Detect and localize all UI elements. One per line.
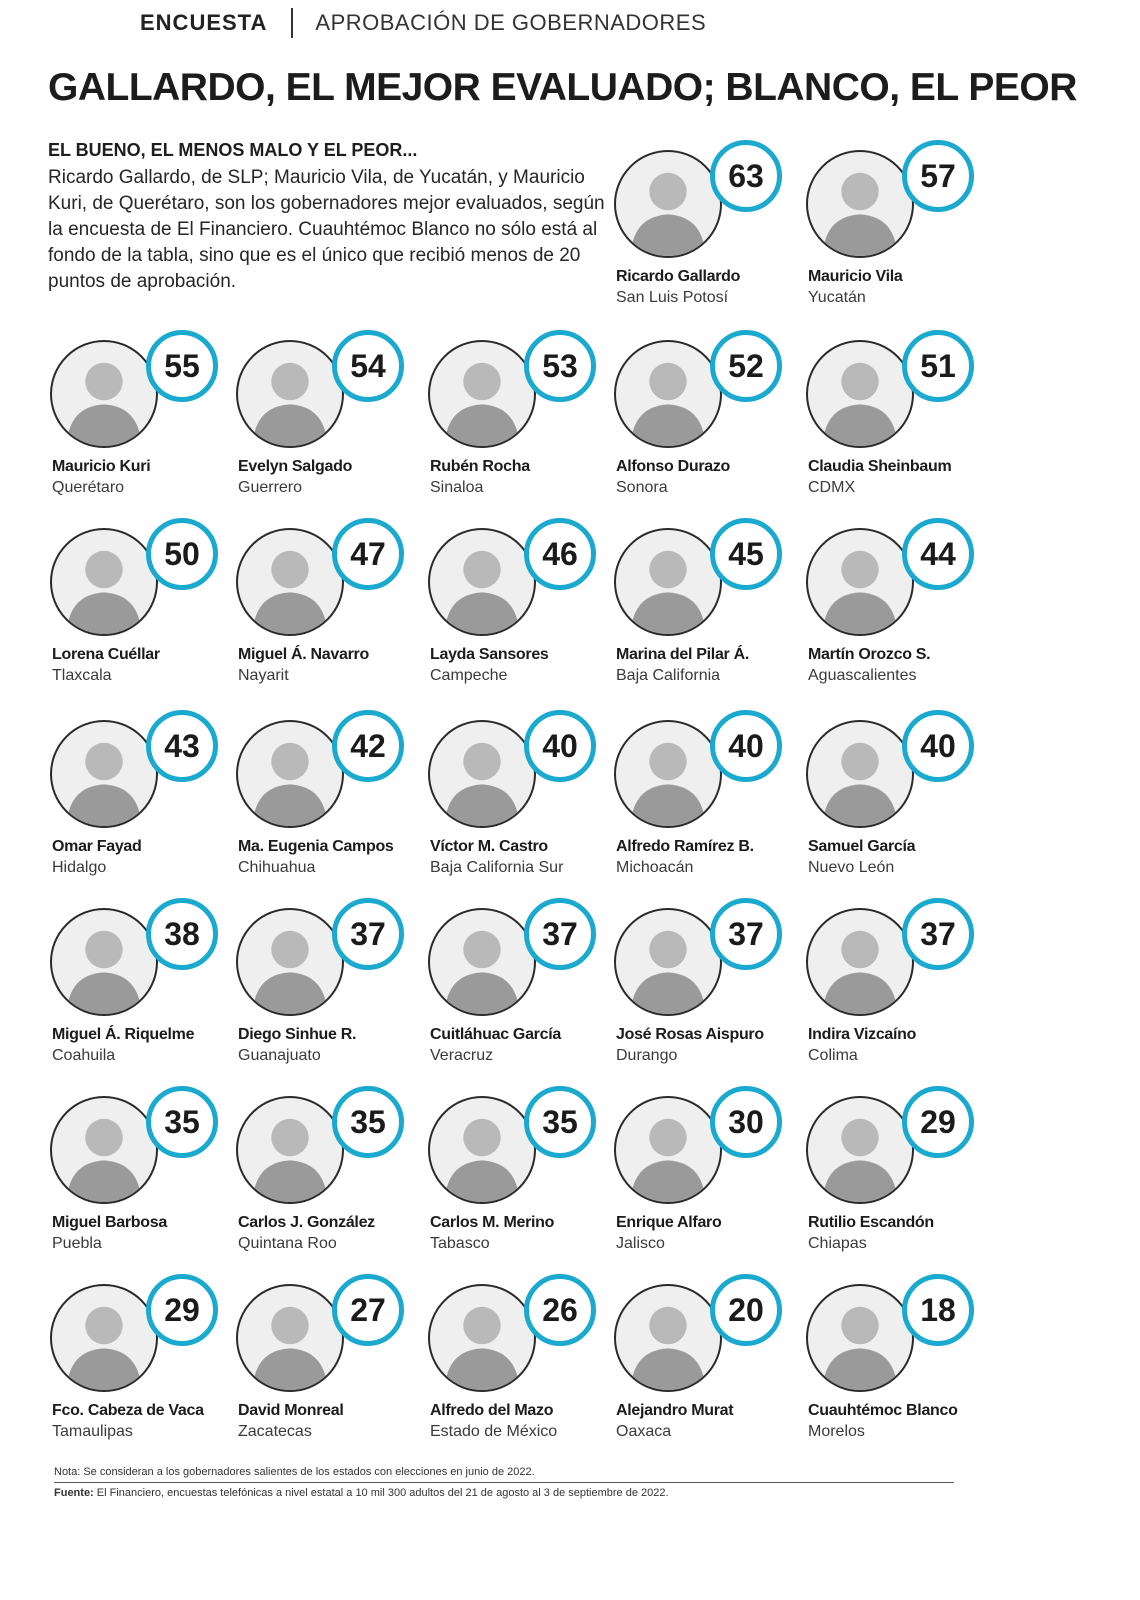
approval-score-badge: 40 [710, 710, 782, 782]
governor-name: Rutilio Escandón [808, 1214, 934, 1231]
governor-state: Chihuahua [238, 859, 316, 876]
portrait-avatar [236, 528, 344, 636]
governor-name: David Monreal [238, 1402, 344, 1419]
governor-state: Zacatecas [238, 1423, 312, 1440]
approval-score-badge: 43 [146, 710, 218, 782]
portrait-avatar [806, 150, 914, 258]
approval-score-badge: 52 [710, 330, 782, 402]
governor-name: Víctor M. Castro [430, 838, 548, 855]
approval-score-badge: 50 [146, 518, 218, 590]
governor-card [614, 1274, 794, 1454]
governor-card [236, 898, 416, 1078]
approval-score-badge: 51 [902, 330, 974, 402]
governor-card [614, 140, 794, 320]
source-line [54, 1487, 669, 1499]
governor-state: Puebla [52, 1235, 102, 1252]
approval-score-badge: 54 [332, 330, 404, 402]
governor-name: Rubén Rocha [430, 458, 530, 475]
governor-state: Tlaxcala [52, 667, 112, 684]
governor-card [50, 330, 230, 510]
governor-state: Veracruz [430, 1047, 494, 1064]
governor-state: Hidalgo [52, 859, 107, 876]
governor-name: Martín Orozco S. [808, 646, 931, 663]
governor-card [236, 330, 416, 510]
governor-state: Estado de México [430, 1423, 558, 1440]
portrait-avatar [614, 340, 722, 448]
approval-score-badge: 57 [902, 140, 974, 212]
governor-card [806, 710, 986, 890]
governor-state: Baja California [616, 667, 721, 684]
governor-state: Chiapas [808, 1235, 867, 1252]
approval-score-badge: 35 [146, 1086, 218, 1158]
approval-score-badge: 18 [902, 1274, 974, 1346]
approval-score-badge: 37 [710, 898, 782, 970]
intro-text: Ricardo Gallardo, de SLP; Mauricio Vila, de Yucatán, y Mauricio Kuri, de Querétaro, son los gobernadores mejor evaluados, según la encuesta de El Financiero. Cuauhtémoc Blanco no sólo está al fondo de la tabla, sino que es el único que recibió menos de 20 puntos de aprobación. [48, 167, 605, 292]
portrait-avatar [428, 1096, 536, 1204]
governor-name: Layda Sansores [430, 646, 549, 663]
governor-state: Campeche [430, 667, 508, 684]
governor-card [614, 898, 794, 1078]
portrait-avatar [614, 528, 722, 636]
governor-card [614, 1086, 794, 1266]
governor-name: Alejandro Murat [616, 1402, 734, 1419]
governor-card [50, 1274, 230, 1454]
portrait-avatar [236, 340, 344, 448]
governor-name: Alfredo Ramírez B. [616, 838, 754, 855]
governor-state: Colima [808, 1047, 858, 1064]
governor-name: Mauricio Kuri [52, 458, 151, 475]
governor-card [428, 1274, 608, 1454]
approval-score-badge: 45 [710, 518, 782, 590]
approval-score-badge: 37 [332, 898, 404, 970]
intro-lead: EL BUENO, EL MENOS MALO Y EL PEOR... [48, 140, 418, 160]
portrait-avatar [614, 720, 722, 828]
governor-name: Alfonso Durazo [616, 458, 731, 475]
portrait-avatar [428, 340, 536, 448]
portrait-avatar [236, 1284, 344, 1392]
portrait-avatar [806, 1096, 914, 1204]
portrait-avatar [428, 1284, 536, 1392]
governor-state: Baja California Sur [430, 859, 564, 876]
governor-state: Aguascalientes [808, 667, 917, 684]
governor-name: Miguel Á. Riquelme [52, 1026, 195, 1043]
approval-score-badge: 55 [146, 330, 218, 402]
portrait-avatar [50, 908, 158, 1016]
governor-name: Cuauhtémoc Blanco [808, 1402, 958, 1419]
section-label: ENCUESTA [140, 10, 268, 35]
portrait-avatar [50, 528, 158, 636]
governor-state: Sinaloa [430, 479, 484, 496]
governor-state: Nuevo León [808, 859, 895, 876]
approval-score-badge: 40 [902, 710, 974, 782]
governor-state: Yucatán [808, 289, 866, 306]
governor-name: José Rosas Aispuro [616, 1026, 764, 1043]
approval-score-badge: 46 [524, 518, 596, 590]
governor-card [614, 330, 794, 510]
governor-card [428, 518, 608, 698]
governor-name: Claudia Sheinbaum [808, 458, 952, 475]
portrait-avatar [236, 908, 344, 1016]
governor-card [614, 710, 794, 890]
approval-score-badge: 53 [524, 330, 596, 402]
governor-card [236, 710, 416, 890]
governor-state: Guerrero [238, 479, 303, 496]
governor-state: CDMX [808, 479, 856, 496]
governor-card [50, 518, 230, 698]
portrait-avatar [806, 908, 914, 1016]
portrait-avatar [428, 528, 536, 636]
approval-score-badge: 35 [524, 1086, 596, 1158]
governor-state: Sonora [616, 479, 668, 496]
portrait-avatar [614, 1096, 722, 1204]
portrait-avatar [806, 1284, 914, 1392]
governor-name: Evelyn Salgado [238, 458, 353, 475]
governor-state: Nayarit [238, 667, 289, 684]
source-label: Fuente: [54, 1487, 94, 1499]
governor-card [806, 1086, 986, 1266]
portrait-avatar [50, 720, 158, 828]
governor-name: Omar Fayad [52, 838, 142, 855]
governor-card [50, 898, 230, 1078]
approval-score-badge: 40 [524, 710, 596, 782]
governor-name: Miguel Barbosa [52, 1214, 167, 1231]
governor-name: Alfredo del Mazo [430, 1402, 554, 1419]
governor-state: Guanajuato [238, 1047, 321, 1064]
governor-state: Quintana Roo [238, 1235, 337, 1252]
governor-card [806, 898, 986, 1078]
governor-state: Coahuila [52, 1047, 116, 1064]
approval-score-badge: 37 [524, 898, 596, 970]
governor-name: Carlos J. González [238, 1214, 375, 1231]
governor-state: Querétaro [52, 479, 125, 496]
governor-state: San Luis Potosí [616, 289, 729, 306]
portrait-avatar [236, 1096, 344, 1204]
footer-divider [54, 1482, 954, 1483]
governor-name: Lorena Cuéllar [52, 646, 160, 663]
portrait-avatar [50, 1096, 158, 1204]
governor-card [236, 518, 416, 698]
governor-name: Diego Sinhue R. [238, 1026, 357, 1043]
governor-card [614, 518, 794, 698]
governor-name: Fco. Cabeza de Vaca [52, 1402, 204, 1419]
governor-card [428, 1086, 608, 1266]
governor-name: Cuitláhuac García [430, 1026, 561, 1043]
approval-score-badge: 20 [710, 1274, 782, 1346]
governor-state: Morelos [808, 1423, 865, 1440]
governor-name: Ricardo Gallardo [616, 268, 741, 285]
governor-state: Oaxaca [616, 1423, 672, 1440]
header-divider [291, 8, 293, 38]
portrait-avatar [428, 720, 536, 828]
governor-card [428, 898, 608, 1078]
governor-card [50, 710, 230, 890]
governor-state: Jalisco [616, 1235, 665, 1252]
approval-score-badge: 26 [524, 1274, 596, 1346]
approval-score-badge: 38 [146, 898, 218, 970]
governor-card [806, 140, 986, 320]
approval-score-badge: 47 [332, 518, 404, 590]
approval-score-badge: 42 [332, 710, 404, 782]
governor-name: Enrique Alfaro [616, 1214, 722, 1231]
portrait-avatar [806, 528, 914, 636]
portrait-avatar [428, 908, 536, 1016]
governor-card [428, 330, 608, 510]
governor-name: Indira Vizcaíno [808, 1026, 917, 1043]
headline: GALLARDO, EL MEJOR EVALUADO; BLANCO, EL PEOR [48, 66, 1077, 109]
governor-card [236, 1274, 416, 1454]
portrait-avatar [614, 908, 722, 1016]
approval-score-badge: 63 [710, 140, 782, 212]
portrait-avatar [806, 340, 914, 448]
portrait-avatar [236, 720, 344, 828]
approval-score-badge: 44 [902, 518, 974, 590]
governor-card [806, 518, 986, 698]
governor-name: Carlos M. Merino [430, 1214, 555, 1231]
approval-score-badge: 30 [710, 1086, 782, 1158]
topic-label: APROBACIÓN DE GOBERNADORES [315, 10, 707, 35]
governor-state: Tabasco [430, 1235, 490, 1252]
governor-card [50, 1086, 230, 1266]
governor-state: Durango [616, 1047, 678, 1064]
portrait-avatar [806, 720, 914, 828]
governor-card [806, 330, 986, 510]
intro-block [48, 140, 608, 295]
governor-name: Marina del Pilar Á. [616, 646, 750, 663]
approval-score-badge: 29 [902, 1086, 974, 1158]
governor-state: Tamaulipas [52, 1423, 133, 1440]
governor-card [428, 710, 608, 890]
approval-score-badge: 37 [902, 898, 974, 970]
portrait-avatar [50, 340, 158, 448]
article-header [140, 6, 706, 40]
source-text: El Financiero, encuestas telefónicas a nivel estatal a 10 mil 300 adultos del 21 de agosto al 3 de septiembre de 2022. [96, 1487, 669, 1499]
governor-state: Michoacán [616, 859, 694, 876]
approval-score-badge: 27 [332, 1274, 404, 1346]
governor-card [806, 1274, 986, 1454]
footnote: Nota: Se consideran a los gobernadores salientes de los estados con elecciones en junio de 2022. [54, 1466, 535, 1478]
portrait-avatar [614, 150, 722, 258]
portrait-avatar [614, 1284, 722, 1392]
governor-name: Mauricio Vila [808, 268, 903, 285]
governor-name: Samuel García [808, 838, 916, 855]
approval-score-badge: 29 [146, 1274, 218, 1346]
governor-name: Miguel Á. Navarro [238, 646, 369, 663]
governor-name: Ma. Eugenia Campos [238, 838, 394, 855]
portrait-avatar [50, 1284, 158, 1392]
approval-score-badge: 35 [332, 1086, 404, 1158]
governor-card [236, 1086, 416, 1266]
